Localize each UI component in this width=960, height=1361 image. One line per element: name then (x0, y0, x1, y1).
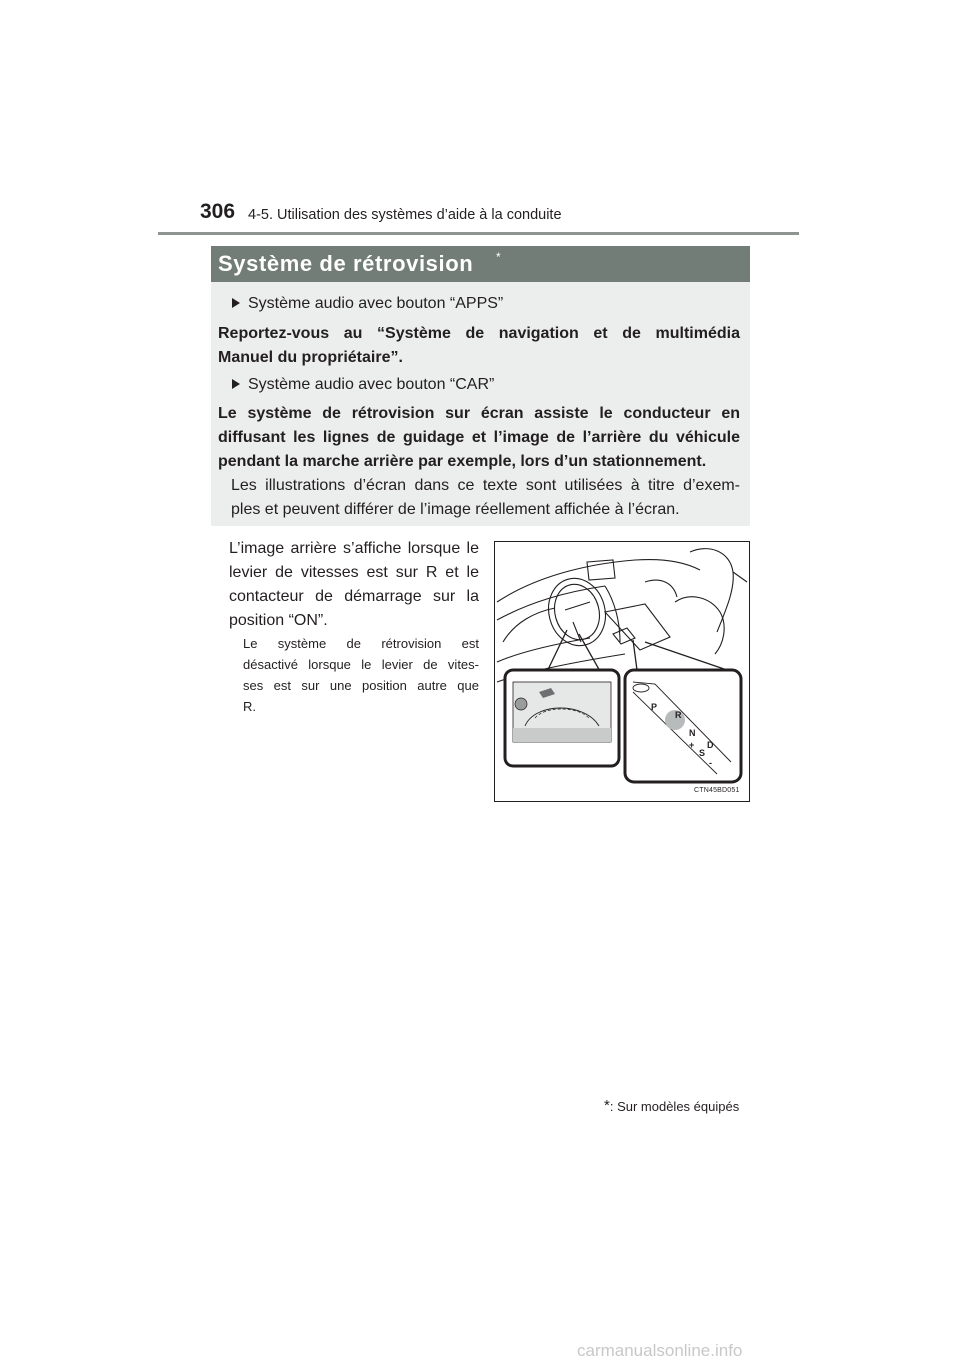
footnote-marker: * (604, 1097, 610, 1114)
figure-code: CTN45BD051 (694, 787, 740, 794)
body-text: L’image arrière s’affiche lorsque le levier de vitesses est sur R et le contacteur de démarrage sur la position “ON”. (229, 540, 479, 629)
triangle-bullet-icon (232, 379, 240, 389)
cockpit-illustration (494, 541, 750, 802)
gear-minus: - (709, 758, 712, 768)
gear-d: D (707, 740, 714, 750)
gear-plus: + (689, 740, 695, 750)
gear-p: P (651, 702, 658, 712)
equipped-marker: * (496, 250, 501, 264)
bullet-apps: Système audio avec bouton “APPS” (232, 295, 503, 313)
footnote-text: : Sur modèles équipés (609, 1099, 740, 1114)
bullet-car: Système audio avec bouton “CAR” (232, 376, 494, 394)
footnote (604, 1097, 739, 1114)
header-rule (158, 232, 799, 235)
gear-r: R (675, 710, 682, 720)
watermark: carmanualsonline.info (577, 1341, 743, 1360)
gear-s: S (699, 748, 706, 758)
banner-title: Système de rétrovision (218, 251, 474, 276)
chapter-banner (211, 246, 750, 282)
illustration-note: Les illustrations d’écran dans ce texte sont utilisées à titre d’exem- ples et peuvent différer de l’image réellement affichée à l’écran. (231, 477, 740, 518)
section-title: 4-5. Utilisation des systèmes d’aide à la conduite (248, 207, 562, 223)
cockpit-drawing (495, 542, 749, 801)
gear-n: N (689, 728, 696, 738)
triangle-bullet-icon (232, 298, 240, 308)
body-note: Le système de rétrovision est désactivé lorsque le levier de vites- ses est sur une position autre que R. (243, 636, 479, 714)
apps-paragraph: Reportez-vous au “Système de navigation et de multimédia Manuel du propriétaire”. (218, 325, 740, 366)
page-number: 306 (200, 200, 236, 223)
car-paragraph: Le système de rétrovision sur écran assiste le conducteur en diffusant les lignes de guidage et l’image de l’arrière du véhicule pendant la marche arrière par exemple, lors d’un stationnement. (218, 405, 740, 470)
info-box (211, 282, 750, 526)
